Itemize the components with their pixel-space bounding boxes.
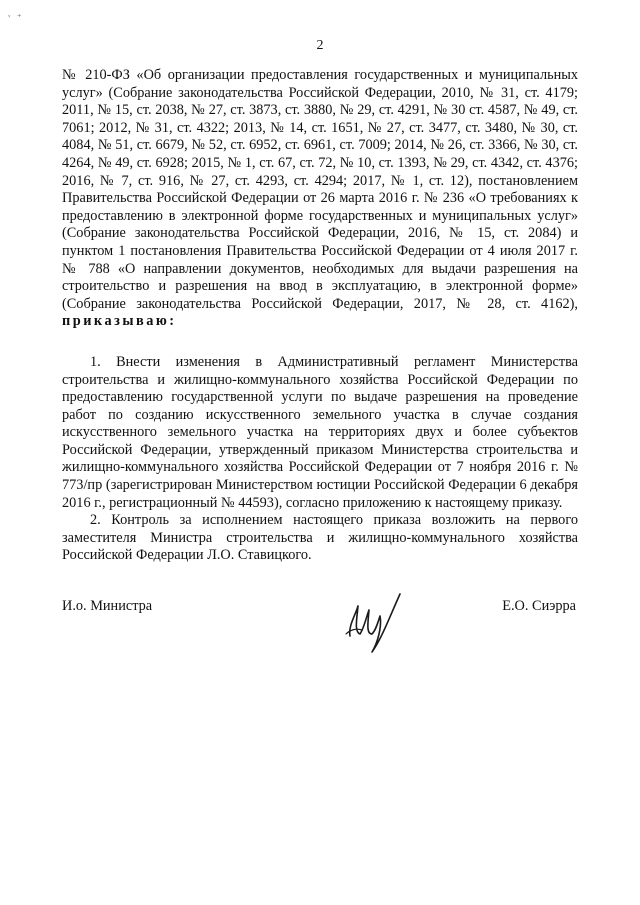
preamble (62, 67, 578, 331)
order-item-1: 1. Внести изменения в Административный регламент Министерства строительства и жилищно-коммунального хозяйства Российской Федерации по предоставлению государственной услуги по выдаче разрешения на проведение работ по созданию искусственного земельного участка в случае создания искусственного земельного участка на территориях двух и более субъектов Российской Федерации, утвержденный приказом Министерства строительства и жилищно-коммунального хозяйства Российской Федерации от 7 ноября 2016 г. № 773/пр (зарегистрирован Министерством юстиции Российской Федерации 6 декабря 2016 г., регистрационный № 44593), согласно приложению к настоящему приказу. (62, 353, 578, 511)
page-number: 2 (316, 38, 324, 53)
order-word: приказываю: (62, 313, 177, 330)
signatory-position: И.о. Министра (62, 598, 153, 614)
order-item-2: 2. Контроль за исполнением настоящего приказа возложить на первого заместителя Министра строительства и жилищно-коммунального хозяйства Российской Федерации Л.О. Ставицкого. (62, 512, 578, 564)
corner-marks: ᵛ ⁺ (8, 12, 24, 22)
preamble-paragraph (62, 67, 578, 331)
signatory-name: Е.О. Сиэрра (502, 598, 576, 614)
document-body (62, 67, 578, 565)
preamble-text: № 210-ФЗ «Об организации предоставления государственных и муниципальных услуг» (Собрание законодательства Российской Федерации, 2010, № 31, ст. 4179; 2011, № 15, ст. 2038, № 27, ст. 3873, ст. 3880, № 29, ст. 4291, № 30 ст. 4587, № 49, ст. 7061; 2012, № 31, ст. 4322; 2013, № 14, ст. 1651, № 27, ст. 3477, ст. 3480, № 30, ст. 4084, № 51, ст. 6679, № 52, ст. 6952, ст. 6961, ст. 7009; 2014, № 26, ст. 3366, № 30, ст. 4264, № 49, ст. 6928; 2015, № 1, ст. 67, ст. 72, № 10, ст. 1393, № 29, ст. 4342, ст. 4376; 2016, № 7, ст. 916, № 27, ст. 4293, ст. 4294; 2017, № 1, ст. 12), постановлением Правительства Российской Федерации от 26 марта 2016 г. № 236 «О требованиях к предоставлению в электронной форме государственных и муниципальных услуг» (Собрание законодательства Российской Федерации, 2016, № 15, ст. 2084) и пунктом 1 постановления Правительства Российской Федерации от 4 июля 2017 г. № 788 «О направлении документов, необходимых для выдачи разрешения на строительство и разрешения на ввод в эксплуатацию, в электронной форме» (Собрание законодательства Российской Федерации, 2017, № 28, ст. 4162), (62, 67, 578, 312)
handwritten-signature (336, 590, 406, 656)
order-items (62, 354, 578, 565)
signature-block (62, 596, 578, 666)
